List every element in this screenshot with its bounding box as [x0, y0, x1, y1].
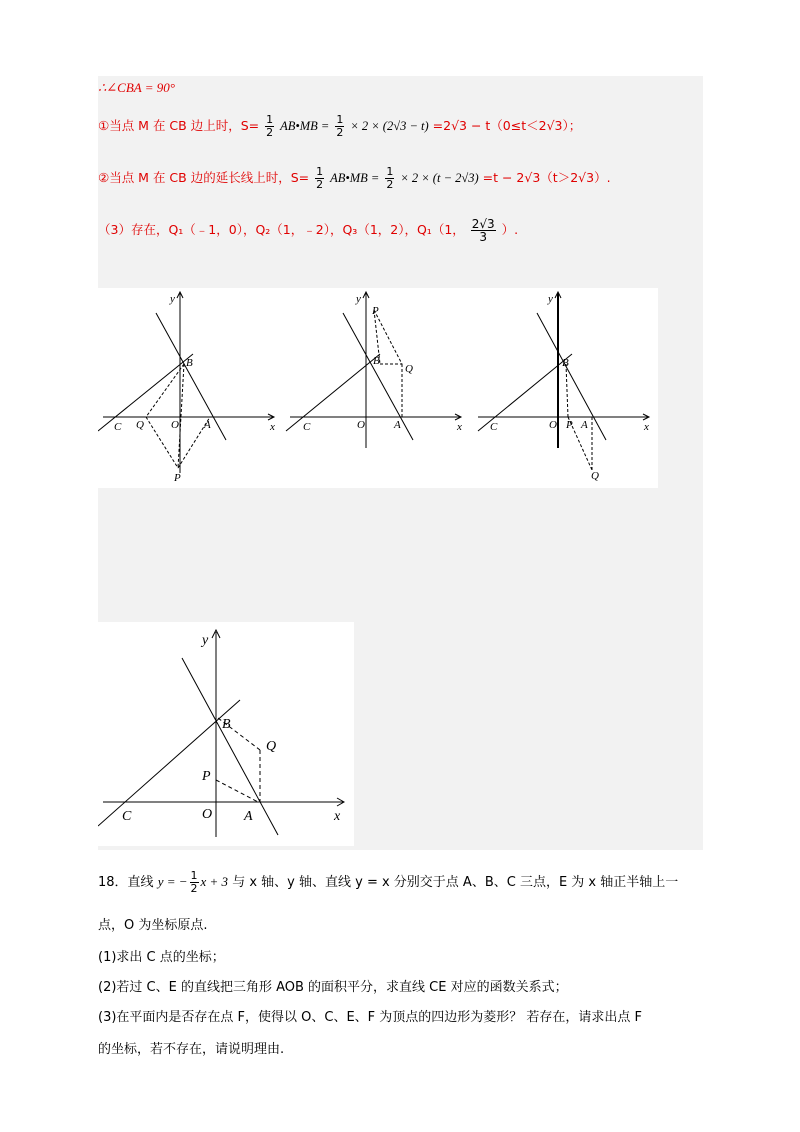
fig3-label-c: C [490, 421, 498, 433]
figure-four [98, 622, 354, 846]
fig3-label-p: P [566, 419, 573, 431]
case2-line: ②当点 M 在 CB 边的延长线上时，S= $\frac{1}{2}$ AB•MB = $\frac{1}{2}$ × 2 × (t − 2√3) =t − 2√3（t＞2√3）. [98, 165, 611, 191]
problem-line-1: 18．直线 y = − $\frac{1}{2}$ x + 3 与 x 轴、y 轴、直线 y = x 分别交于点 A、B、C 三点，E 为 x 轴正半轴上一 [98, 869, 679, 895]
half-fraction: $\frac{1}{2}$ [266, 113, 274, 139]
fig3-label-x: x [644, 421, 649, 433]
fig2-label-b: B [373, 355, 380, 367]
figure-strip [98, 288, 658, 488]
fig1-label-p: P [174, 472, 181, 484]
fig4-line-ab [182, 658, 278, 835]
fig4-label-o: O [202, 807, 213, 822]
fig2-label-x: x [457, 421, 462, 433]
fig4-label-y: y [202, 633, 209, 648]
conclusion-line: ∴∠CBA = 90° [98, 80, 175, 95]
fig1-label-b: B [186, 357, 193, 369]
fig3-label-a: A [581, 419, 588, 431]
fig1-label-a: A [204, 419, 211, 431]
question-3-continued: 的坐标，若不存在，请说明理由. [98, 1042, 285, 1057]
fig2-label-a: A [394, 419, 401, 431]
fig3-label-y: y [548, 293, 553, 305]
fig1-label-y: y [170, 293, 175, 305]
figure-four-svg [98, 622, 354, 846]
fig1-label-q: Q [136, 419, 144, 431]
fig2-label-p: P [372, 305, 379, 317]
fig2-label-c: C [303, 421, 311, 433]
question-1: (1)求出 C 点的坐标； [98, 950, 225, 965]
fig1-label-o: O [171, 419, 179, 431]
fig4-label-b: B [222, 717, 231, 732]
case1-line: ①当点 M 在 CB 边上时，S= $\frac{1}{2}$ AB•MB = $\frac{1}{2}$ × 2 × (2√3 − t) =2√3 − t（0≤t＜2√3）； [98, 113, 582, 139]
fig2-label-o: O [357, 419, 365, 431]
fig4-label-x: x [334, 809, 341, 824]
fig1-line-ab [156, 313, 226, 440]
figure-strip-svg [98, 288, 658, 488]
fig4-label-q: Q [266, 739, 277, 754]
fig2-label-y: y [356, 293, 361, 305]
fig3-label-o: O [549, 419, 557, 431]
fig1-label-c: C [114, 421, 122, 433]
fig1-label-x: x [270, 421, 275, 433]
fig4-label-p: P [202, 769, 211, 784]
problem-line-2: 点，O 为坐标原点. [98, 918, 208, 933]
part3-line: （3）存在，Q₁（﹣1，0），Q₂（1，﹣2），Q₃（1，2），Q₁（1， $\frac{2√3}{3}$ ）. [98, 217, 519, 244]
fig4-label-a: A [244, 809, 253, 824]
question-2: (2)若过 C、E 的直线把三角形 AOB 的面积平分，求直线 CE 对应的函数关系式； [98, 980, 568, 995]
fig4-label-c: C [122, 809, 132, 824]
fig3-label-q: Q [591, 470, 599, 482]
fig2-label-q: Q [405, 363, 413, 375]
question-3: (3)在平面内是否存在点 F，使得以 O、C、E、F 为顶点的四边形为菱形？ 若存在，请求出点 F [98, 1010, 643, 1025]
fig3-label-b: B [562, 357, 569, 369]
